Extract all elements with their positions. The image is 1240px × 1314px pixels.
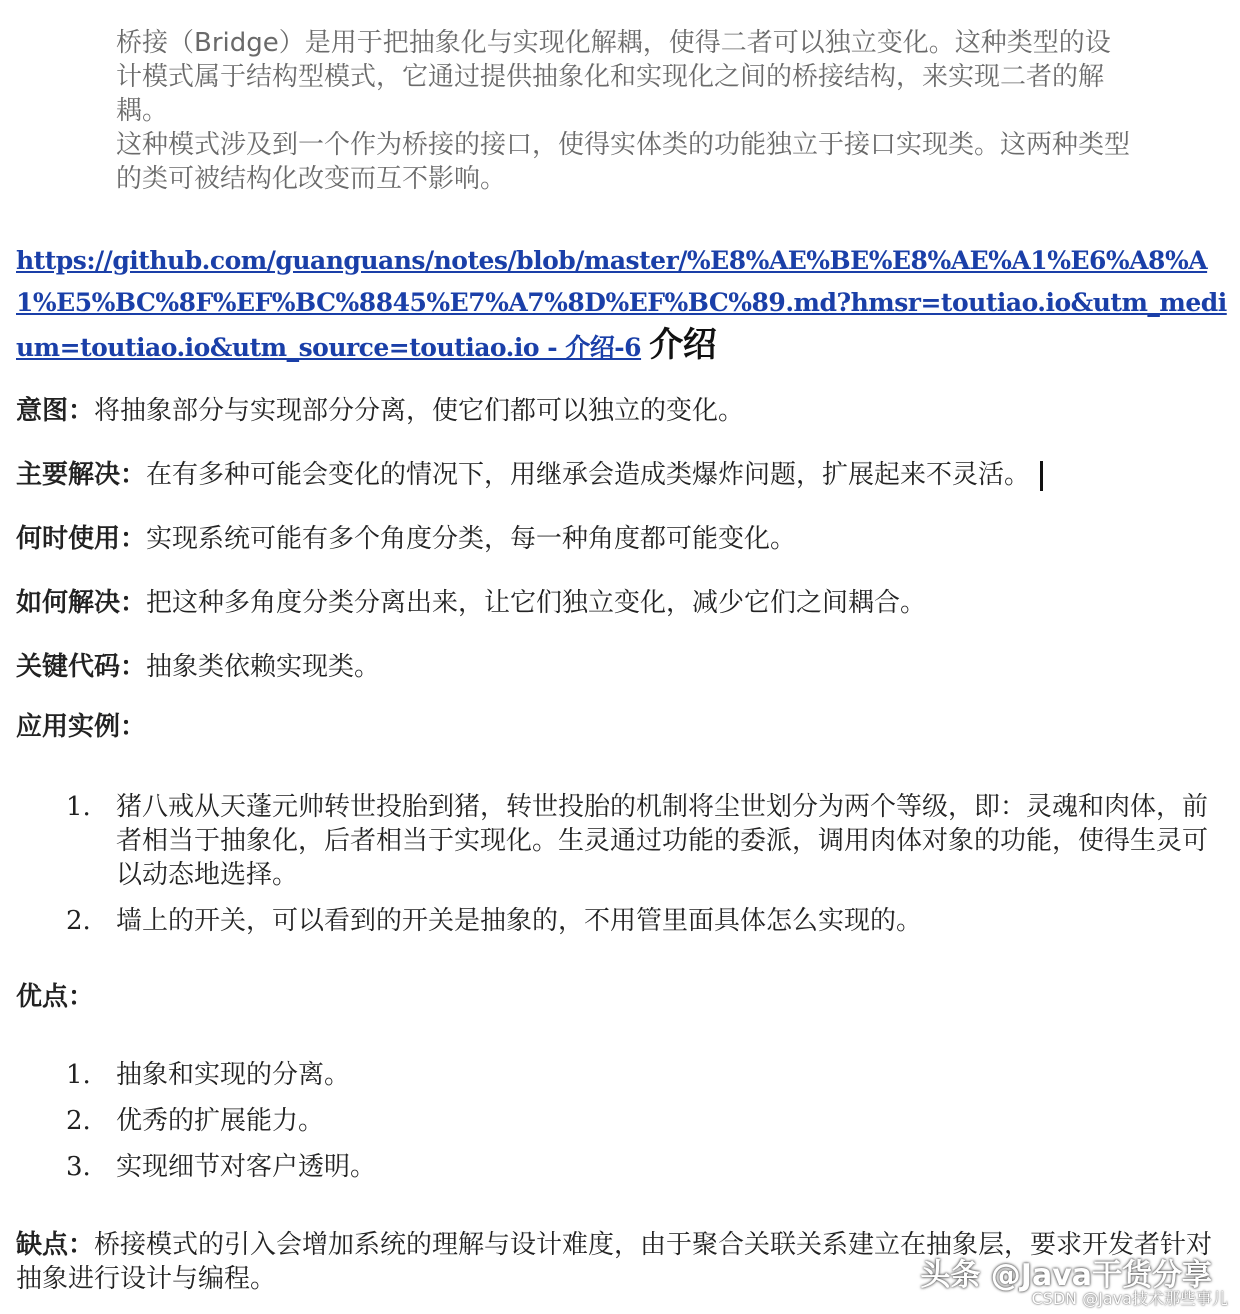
key-code-row bbox=[16, 650, 1226, 684]
intro-paragraph-1: 桥接（Bridge）是用于把抽象化与实现化解耦，使得二者可以独立变化。这种类型的设计模式属于结构型模式，它通过提供抽象化和实现化之间的桥接结构，来实现二者的解耦。 bbox=[116, 28, 1111, 126]
list-text: 猪八戒从天蓬元帅转世投胎到猪，转世投胎的机制将尘世划分为两个等级，即：灵魂和肉体，前者相当于抽象化，后者相当于实现化。生灵通过功能的委派，调用肉体对象的功能，使得生灵可以动态地选择。 bbox=[116, 792, 1209, 890]
pros-label: 优点： bbox=[16, 982, 95, 1012]
list-text: 墙上的开关，可以看到的开关是抽象的，不用管里面具体怎么实现的。 bbox=[116, 906, 923, 936]
list-item bbox=[60, 904, 1230, 938]
watermark-toutiao: 头条 @Java干货分享 bbox=[920, 1258, 1212, 1293]
text-cursor bbox=[1040, 461, 1043, 491]
list-text: 实现细节对客户透明。 bbox=[116, 1152, 377, 1182]
list-item bbox=[60, 1104, 1230, 1138]
list-number: 1. bbox=[66, 1060, 91, 1090]
examples-list bbox=[60, 790, 1230, 950]
intent-row bbox=[16, 394, 1226, 428]
list-item bbox=[60, 790, 1230, 892]
list-number: 2. bbox=[66, 1106, 91, 1136]
list-text: 优秀的扩展能力。 bbox=[116, 1106, 325, 1136]
reference-link-block bbox=[16, 240, 1230, 369]
examples-label: 应用实例： bbox=[16, 712, 147, 742]
main-solve-value: 在有多种可能会变化的情况下，用继承会造成类爆炸问题，扩展起来不灵活。 bbox=[146, 460, 1031, 490]
how-row bbox=[16, 586, 1226, 620]
list-number: 3. bbox=[66, 1152, 91, 1182]
watermark-csdn: CSDN @Java技术那些事儿 bbox=[1031, 1289, 1228, 1308]
list-number: 2. bbox=[66, 906, 91, 936]
intent-label: 意图： bbox=[16, 396, 95, 426]
main-solve-label: 主要解决： bbox=[16, 460, 147, 490]
key-code-value: 抽象类依赖实现类。 bbox=[146, 652, 381, 682]
how-label: 如何解决： bbox=[16, 588, 147, 618]
cons-value: 桥接模式的引入会增加系统的理解与设计难度，由于聚合关联关系建立在抽象层，要求开发者针对抽象进行设计与编程。 bbox=[16, 1230, 1213, 1294]
main-solve-row bbox=[16, 458, 1226, 492]
list-text: 抽象和实现的分离。 bbox=[116, 1060, 351, 1090]
list-item bbox=[60, 1058, 1230, 1092]
pros-heading bbox=[16, 980, 1226, 1014]
intent-value: 将抽象部分与实现部分分离，使它们都可以独立的变化。 bbox=[94, 396, 745, 426]
cons-label: 缺点： bbox=[16, 1230, 95, 1260]
intro-text bbox=[116, 26, 1136, 196]
when-row bbox=[16, 522, 1226, 556]
reference-link[interactable]: https://github.com/guanguans/notes/blob/master/%E8%AE%BE%E8%AE%A1%E6%A8%A1%E5%BC%8F%EF%BC%8845%E7%A7%8D%EF%BC%89.md?hmsr=toutiao.io&utm_medium=toutiao.io&utm_source=toutiao.io - 介绍-6 bbox=[16, 246, 1227, 362]
intro-paragraph-2: 这种模式涉及到一个作为桥接的接口，使得实体类的功能独立于接口实现类。这两种类型的类可被结构化改变而互不影响。 bbox=[116, 130, 1131, 194]
how-value: 把这种多角度分类分离出来，让它们独立变化，减少它们之间耦合。 bbox=[146, 588, 927, 618]
key-code-label: 关键代码： bbox=[16, 652, 147, 682]
pros-list bbox=[60, 1058, 1230, 1196]
list-number: 1. bbox=[66, 792, 91, 822]
examples-heading bbox=[16, 710, 1226, 744]
when-value: 实现系统可能有多个角度分类，每一种角度都可能变化。 bbox=[146, 524, 797, 554]
list-item bbox=[60, 1150, 1230, 1184]
section-heading-intro: 介绍 bbox=[649, 325, 717, 365]
when-label: 何时使用： bbox=[16, 524, 147, 554]
